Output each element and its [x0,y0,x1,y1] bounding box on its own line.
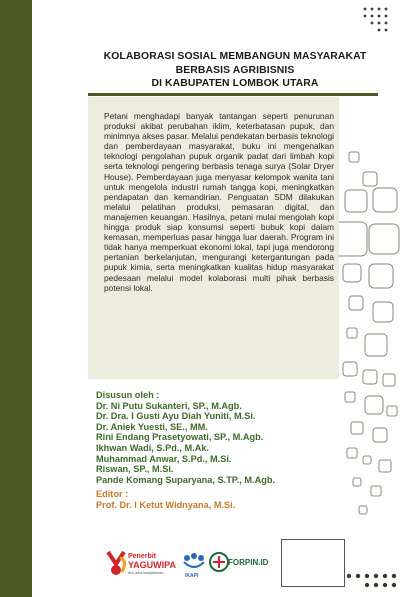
book-title [90,50,380,91]
author-name: Pande Komang Suparyana, S.TP., M.Agb. [96,474,276,485]
author-name: Dr. Dra. I Gusti Ayu Diah Yuniti, M.Si. [96,411,256,422]
forpin-label: FORPIN.ID [228,558,269,567]
author-name: Dr. Ni Putu Sukanteri, SP., M.Agb. [96,400,242,411]
publisher-prefix: Penerbit [128,553,157,560]
author-name: Dr. Aniek Yuesti, SE., MM. [96,421,208,432]
dot-pattern-top [362,6,392,36]
dot-pattern-bottom [345,570,400,590]
yaguwipa-logo-icon [108,552,125,575]
title-divider [88,93,378,96]
barcode-placeholder [281,539,345,587]
blurb-text: Petani menghadapi banyak tantangan seperti penurunan produksi akibat perubahan iklim, keterbatasan pupuk, dan minimnya akses pasar. Melalui pendekatan berbasis teknologi dan pemberdayaan masyarakat, buku ini mengenalkan teknologi pengolahan pupuk organik padat dari limbah kopi serta teknologi pengering berbasis tenaga surya (Solar Dryer House). Pemberdayaan juga menyasar kelompok wanita tani untuk mengelola industri rumah tangga kopi, meningkatkan pendapatan dan kemandirian. Penguatan SDM dilakukan melalui pelatihan produksi, pemasaran digital, dan manajemen keuangan. Hasilnya, petani mulai mengolah kopi hingga produk siap konsumsi seperti bubuk kopi dalam kemasan, memperluas pasar hingga luar daerah. Program ini tidak hanya memperkuat ekonomi lokal, tapi juga mendorong pertanian berkelanjutan, mengurangi ketergantungan pada pupuk kimia, serta meningkatkan kualitas hidup masyarakat pedesaan melalui model kolaborasi multi pihak berbasis potensi lokal. [104,111,334,293]
authors-heading: Disusun oleh : [96,390,160,400]
editor-name: Prof. Dr. I Ketut Widnyana, M.Si. [96,499,236,510]
forpin-logo-icon [210,553,228,571]
left-green-bar [0,0,32,597]
author-name: Ikhwan Wadi, S.Pd., M.Ak. [96,442,209,453]
author-name: Muhammad Anwar, S.Pd., M.Si. [96,453,232,464]
author-name: Rini Endang Prasetyowati, SP., M.Agb. [96,432,264,443]
title-line-3: DI KABUPATEN LOMBOK UTARA [151,78,319,89]
ikapi-logo-icon [184,553,204,567]
title-line-1: KOLABORASI SOSIAL MEMBANGUN MASYARAKAT [103,51,367,62]
publisher-name: YAGUWIPA [128,560,177,570]
publisher-tagline: ilmu untuk kesejahteraan [128,571,164,575]
credits-block [96,390,356,511]
title-line-2: BERBASIS AGRIBISNIS [175,64,295,76]
editor-heading: Editor : [96,489,129,500]
author-name: Riswan, SP., M.Si. [96,464,174,475]
ikapi-label: IKAPI [185,573,199,578]
